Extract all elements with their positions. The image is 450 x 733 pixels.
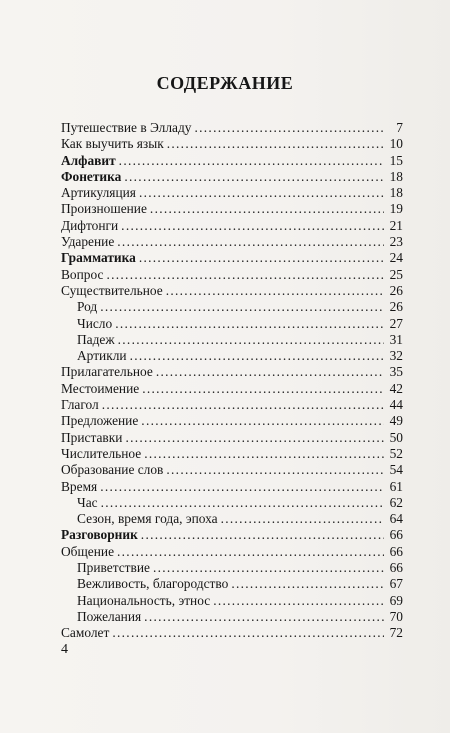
toc-entry-page: 18 bbox=[389, 185, 403, 201]
dot-leader bbox=[221, 511, 384, 527]
toc-entry-page: 35 bbox=[389, 364, 403, 380]
toc-entry-page: 66 bbox=[389, 543, 403, 559]
dot-leader bbox=[139, 185, 384, 201]
toc-entry bbox=[61, 462, 403, 478]
dot-leader bbox=[150, 201, 384, 217]
toc-entry-page: 18 bbox=[389, 168, 403, 184]
toc-entry-title: Сезон, время года, эпоха bbox=[77, 511, 218, 527]
table-of-contents bbox=[61, 120, 403, 642]
toc-entry-title: Глагол bbox=[61, 397, 99, 413]
dot-leader bbox=[166, 283, 384, 299]
toc-entry-title: Алфавит bbox=[61, 152, 116, 168]
toc-entry-title: Час bbox=[77, 494, 98, 510]
dot-leader bbox=[118, 332, 384, 348]
toc-entry-title: Вежливость, благородство bbox=[77, 576, 229, 592]
dot-leader bbox=[115, 316, 384, 332]
toc-entry-title: Образование слов bbox=[61, 462, 164, 478]
page-title: СОДЕРЖАНИЕ bbox=[156, 73, 294, 93]
toc-entry bbox=[61, 397, 403, 413]
toc-entry-page: 66 bbox=[389, 527, 403, 543]
page-number: 4 bbox=[61, 642, 68, 657]
toc-entry bbox=[61, 299, 403, 315]
dot-leader bbox=[130, 348, 384, 364]
toc-entry-page: 64 bbox=[389, 511, 403, 527]
toc-entry-title: Существительное bbox=[61, 282, 163, 298]
toc-entry-title: Произношение bbox=[61, 201, 147, 217]
toc-entry-title: Артикли bbox=[77, 348, 127, 364]
toc-entry-page: 23 bbox=[389, 234, 403, 250]
dot-leader bbox=[102, 397, 384, 413]
toc-entry bbox=[61, 560, 403, 576]
toc-entry-page: 21 bbox=[389, 217, 403, 233]
dot-leader bbox=[124, 169, 384, 185]
dot-leader bbox=[141, 413, 384, 429]
toc-entry bbox=[61, 511, 403, 527]
toc-entry bbox=[61, 430, 403, 446]
toc-entry-title: Вопрос bbox=[61, 266, 104, 282]
dot-leader bbox=[144, 446, 384, 462]
dot-leader bbox=[141, 527, 384, 543]
toc-entry-title: Национальность, этнос bbox=[77, 592, 211, 608]
toc-entry bbox=[61, 120, 403, 136]
dot-leader bbox=[231, 576, 384, 592]
dot-leader bbox=[112, 625, 384, 641]
toc-entry-title: Грамматика bbox=[61, 250, 136, 266]
toc-entry bbox=[61, 495, 403, 511]
toc-entry bbox=[61, 364, 403, 380]
toc-entry-title: Пожелания bbox=[77, 608, 142, 624]
toc-entry bbox=[61, 593, 403, 609]
toc-entry-page: 31 bbox=[389, 331, 403, 347]
toc-entry-page: 49 bbox=[389, 413, 403, 429]
toc-entry bbox=[61, 201, 403, 217]
toc-entry-title: Общение bbox=[61, 543, 115, 559]
toc-entry bbox=[61, 527, 403, 543]
toc-entry-page: 19 bbox=[389, 201, 403, 217]
toc-entry-page: 42 bbox=[389, 380, 403, 396]
toc-entry bbox=[61, 283, 403, 299]
dot-leader bbox=[101, 495, 384, 511]
toc-entry-page: 54 bbox=[389, 462, 403, 478]
toc-entry-title: Числительное bbox=[61, 445, 142, 461]
toc-entry-page: 24 bbox=[389, 250, 403, 266]
toc-entry bbox=[61, 413, 403, 429]
toc-entry bbox=[61, 234, 403, 250]
toc-entry bbox=[61, 576, 403, 592]
toc-entry bbox=[61, 381, 403, 397]
toc-entry-title: Артикуляция bbox=[61, 185, 136, 201]
toc-entry-title: Род bbox=[77, 299, 98, 315]
toc-entry bbox=[61, 316, 403, 332]
toc-entry-title: Фонетика bbox=[61, 168, 122, 184]
toc-entry-title: Время bbox=[61, 478, 98, 494]
toc-entry-title: Самолет bbox=[61, 625, 110, 641]
toc-entry bbox=[61, 169, 403, 185]
toc-entry-title: Прилагательное bbox=[61, 364, 153, 380]
dot-leader bbox=[144, 609, 384, 625]
dot-leader bbox=[167, 136, 384, 152]
toc-entry-page: 7 bbox=[396, 120, 403, 135]
dot-leader bbox=[194, 120, 384, 136]
toc-entry-page: 10 bbox=[389, 136, 403, 152]
dot-leader bbox=[100, 479, 384, 495]
toc-entry-page: 69 bbox=[389, 592, 403, 608]
toc-entry-page: 62 bbox=[389, 494, 403, 510]
toc-entry bbox=[61, 332, 403, 348]
dot-leader bbox=[119, 153, 384, 169]
toc-entry bbox=[61, 479, 403, 495]
toc-entry-page: 61 bbox=[389, 478, 403, 494]
toc-entry-page: 67 bbox=[389, 576, 403, 592]
toc-entry-title: Число bbox=[77, 315, 113, 331]
toc-entry bbox=[61, 153, 403, 169]
toc-entry-page: 26 bbox=[389, 299, 403, 315]
toc-entry-page: 26 bbox=[389, 282, 403, 298]
toc-entry-page: 50 bbox=[389, 429, 403, 445]
dot-leader bbox=[117, 234, 384, 250]
dot-leader bbox=[106, 267, 384, 283]
dot-leader bbox=[100, 299, 384, 315]
toc-entry-page: 52 bbox=[389, 445, 403, 461]
toc-entry-title: Приветствие bbox=[77, 560, 150, 576]
toc-entry-page: 15 bbox=[389, 152, 403, 168]
toc-entry-title: Предложение bbox=[61, 413, 139, 429]
toc-entry-title: Падеж bbox=[77, 331, 115, 347]
toc-entry bbox=[61, 136, 403, 152]
toc-entry-title: Разговорник bbox=[61, 527, 138, 543]
toc-entry-page: 44 bbox=[389, 397, 403, 413]
toc-entry bbox=[61, 348, 403, 364]
toc-entry bbox=[61, 609, 403, 625]
toc-entry-title: Как выучить язык bbox=[61, 136, 164, 152]
dot-leader bbox=[166, 462, 384, 478]
toc-entry-title: Ударение bbox=[61, 234, 115, 250]
dot-leader bbox=[121, 218, 384, 234]
dot-leader bbox=[213, 593, 384, 609]
toc-entry-page: 27 bbox=[389, 315, 403, 331]
dot-leader bbox=[125, 430, 384, 446]
toc-entry bbox=[61, 544, 403, 560]
toc-entry-title: Местоимение bbox=[61, 380, 140, 396]
toc-entry-page: 25 bbox=[389, 266, 403, 282]
toc-entry bbox=[61, 267, 403, 283]
dot-leader bbox=[153, 560, 384, 576]
toc-entry-title: Путешествие в Элладу bbox=[61, 120, 192, 135]
toc-entry-page: 72 bbox=[389, 625, 403, 641]
toc-entry bbox=[61, 446, 403, 462]
toc-entry-title: Дифтонги bbox=[61, 217, 119, 233]
dot-leader bbox=[142, 381, 384, 397]
toc-entry-page: 66 bbox=[389, 560, 403, 576]
dot-leader bbox=[139, 250, 384, 266]
toc-entry bbox=[61, 625, 403, 641]
toc-entry bbox=[61, 218, 403, 234]
dot-leader bbox=[156, 364, 384, 380]
toc-entry bbox=[61, 185, 403, 201]
toc-entry-page: 32 bbox=[389, 348, 403, 364]
toc-entry bbox=[61, 250, 403, 266]
toc-entry-page: 70 bbox=[389, 608, 403, 624]
dot-leader bbox=[117, 544, 384, 560]
toc-entry-title: Приставки bbox=[61, 429, 123, 445]
